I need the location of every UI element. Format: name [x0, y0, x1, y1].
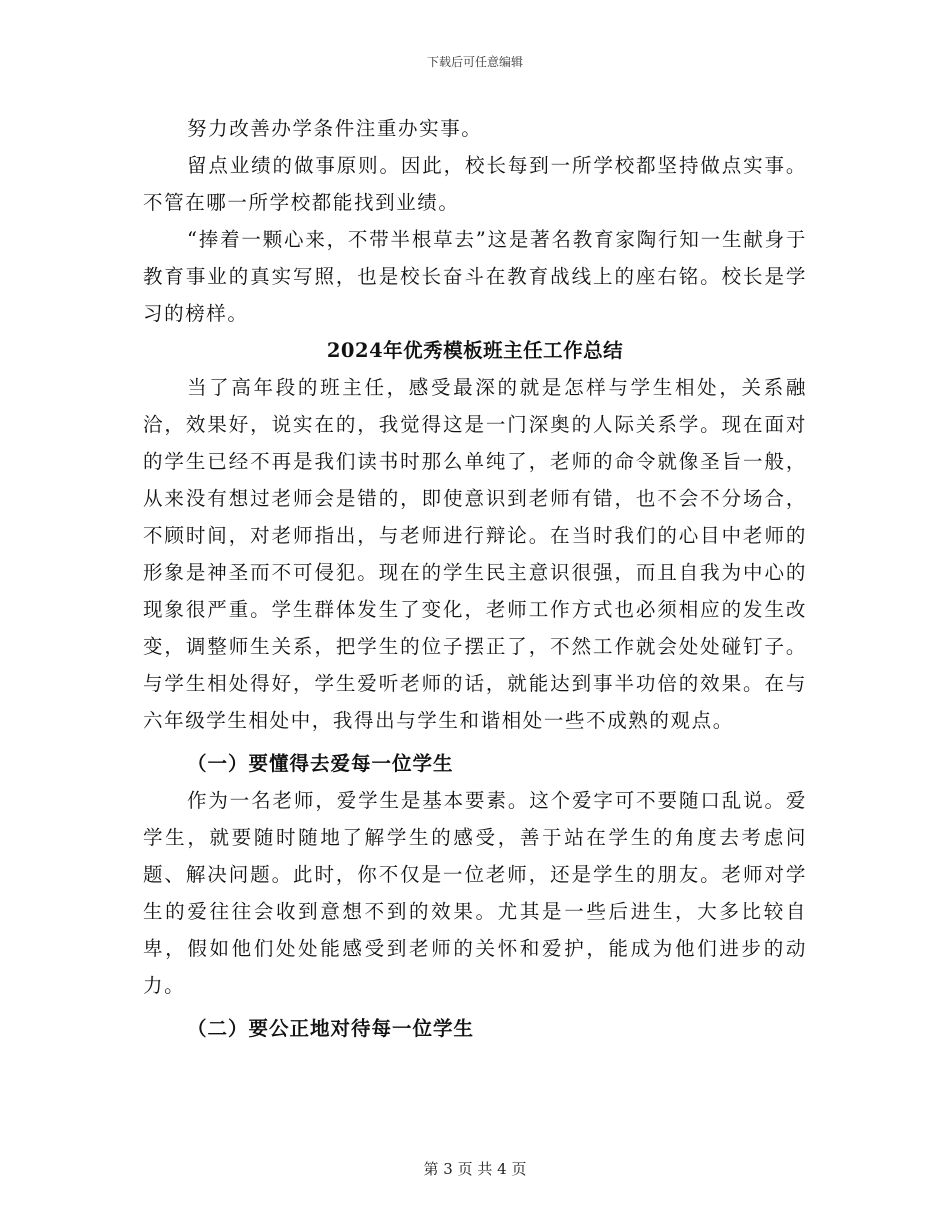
- page-number: 第 3 页 共 4 页: [423, 1160, 527, 1178]
- paragraph: 努力改善办学条件注重办实事。: [187, 117, 483, 140]
- paragraph: 留点业绩的做事原则。因此，校长每到一所学校都坚持做点实事。不管在哪一所学校都能找到业绩。: [143, 154, 807, 214]
- paragraph: 作为一名老师，爱学生是基本要素。这个爱字可不要随口乱说。爱学生，就要随时随地了解学生的感受，善于站在学生的角度去考虑问题、解决问题。此时，你不仅是一位老师，还是学生的朋友。老师对学生的爱往往会收到意想不到的效果。尤其是一些后进生，大多比较自卑，假如他们处处能感受到老师的关怀和爱护，能成为他们进步的动力。: [143, 789, 807, 997]
- document-title: 2024年优秀模板班主任工作总结: [326, 339, 624, 362]
- document-body: [143, 110, 807, 1047]
- section-heading: （一）要懂得去爱每一位学生: [187, 752, 454, 775]
- page-header-note: 下载后可任意编辑: [426, 55, 523, 69]
- section-heading: （二）要公正地对待每一位学生: [187, 1017, 475, 1040]
- paragraph: 当了高年段的班主任，感受最深的就是怎样与学生相处，关系融洽，效果好，说实在的，我觉得这是一门深奥的人际关系学。现在面对的学生已经不再是我们读书时那么单纯了，老师的命令就像圣旨一般，从来没有想过老师会是错的，即使意识到老师有错，也不会不分场合，不顾时间，对老师指出，与老师进行辩论。在当时我们的心目中老师的形象是神圣而不可侵犯。现在的学生民主意识很强，而且自我为中心的现象很严重。学生群体发生了变化，老师工作方式也必须相应的发生改变，调整师生关系，把学生的位子摆正了，不然工作就会处处碰钉子。与学生相处得好，学生爱听老师的话，就能达到事半功倍的效果。在与六年级学生相处中，我得出与学生和谐相处一些不成熟的观点。: [143, 376, 807, 732]
- paragraph: “捧着一颗心来，不带半根草去”这是著名教育家陶行知一生献身于教育事业的真实写照，也是校长奋斗在教育战线上的座右铭。校长是学习的榜样。: [143, 228, 807, 325]
